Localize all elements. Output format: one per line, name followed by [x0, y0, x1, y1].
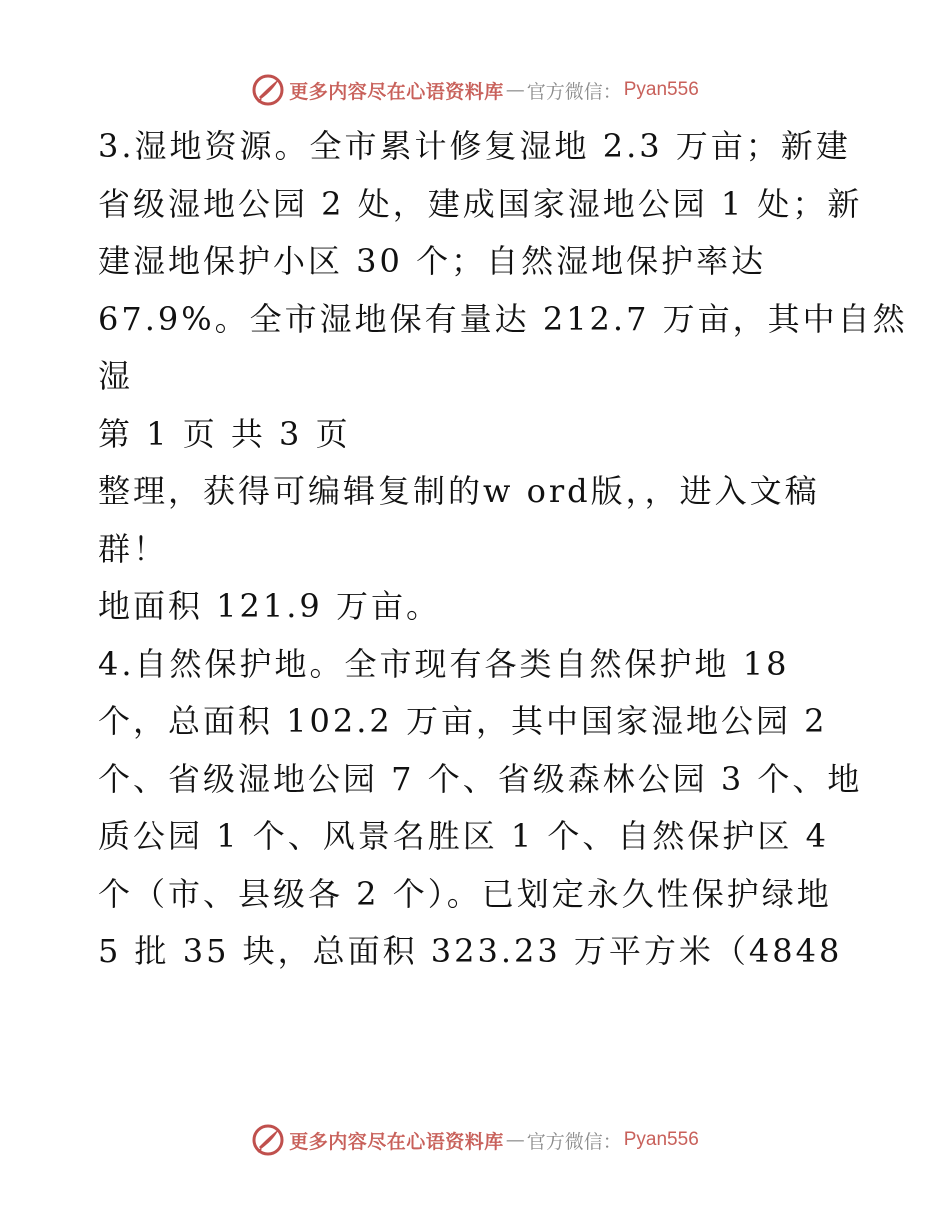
dash-separator: — [505, 1129, 525, 1151]
paragraph-protected-areas [98, 636, 863, 981]
text-line: 湿 [98, 357, 134, 395]
wechat-handle: Pyan556 [623, 1129, 699, 1150]
document-body [98, 118, 908, 981]
paragraph-area [98, 578, 858, 636]
text-line: 3.湿地资源。全市累计修复湿地 2.3 万亩；新建 [98, 127, 851, 165]
footer-watermark [0, 1120, 950, 1160]
dash-separator: — [505, 79, 525, 101]
text-line: 个、省级湿地公园 7 个、省级森林公园 3 个、地 [98, 759, 863, 798]
text-line: 67.9%。全市湿地保有量达 212.7 万亩，其中自然 [98, 299, 908, 338]
page-number [98, 406, 858, 464]
wechat-label: 官方微信： [526, 80, 622, 103]
text-line: 个，总面积 102.2 万亩，其中国家湿地公园 2 [98, 702, 828, 740]
wechat-label: 官方微信： [526, 1130, 622, 1153]
text-line: 群！ [98, 529, 169, 568]
text-line: 地面积 121.9 万亩。 [98, 587, 441, 625]
text-line: 个（市、县级各 2 个）。已划定永久性保护绿地 [98, 874, 832, 913]
paragraph-notice [98, 463, 858, 578]
text-line: 第 1 页 共 3 页 [98, 414, 351, 453]
header-watermark [0, 70, 950, 110]
text-line: 建湿地保护小区 30 个；自然湿地保护率达 [98, 242, 767, 280]
text-line: 4.自然保护地。全市现有各类自然保护地 18 [98, 644, 790, 683]
text-line: 5 批 35 块，总面积 323.23 万平方米（4848 [98, 932, 843, 970]
text-line: 整理，获得可编辑复制的w ord版，，进入文稿 [98, 472, 820, 510]
brand-text: 更多内容尽在心语资料库 [289, 1130, 504, 1153]
brand-text: 更多内容尽在心语资料库 [289, 80, 504, 103]
quill-logo-icon [251, 73, 285, 107]
wechat-handle: Pyan556 [623, 79, 699, 100]
paragraph-wetland [98, 118, 908, 406]
quill-logo-icon [251, 1123, 285, 1157]
text-line: 质公园 1 个、风景名胜区 1 个、自然保护区 4 [98, 817, 829, 855]
text-line: 省级湿地公园 2 处，建成国家湿地公园 1 处；新 [98, 184, 863, 223]
